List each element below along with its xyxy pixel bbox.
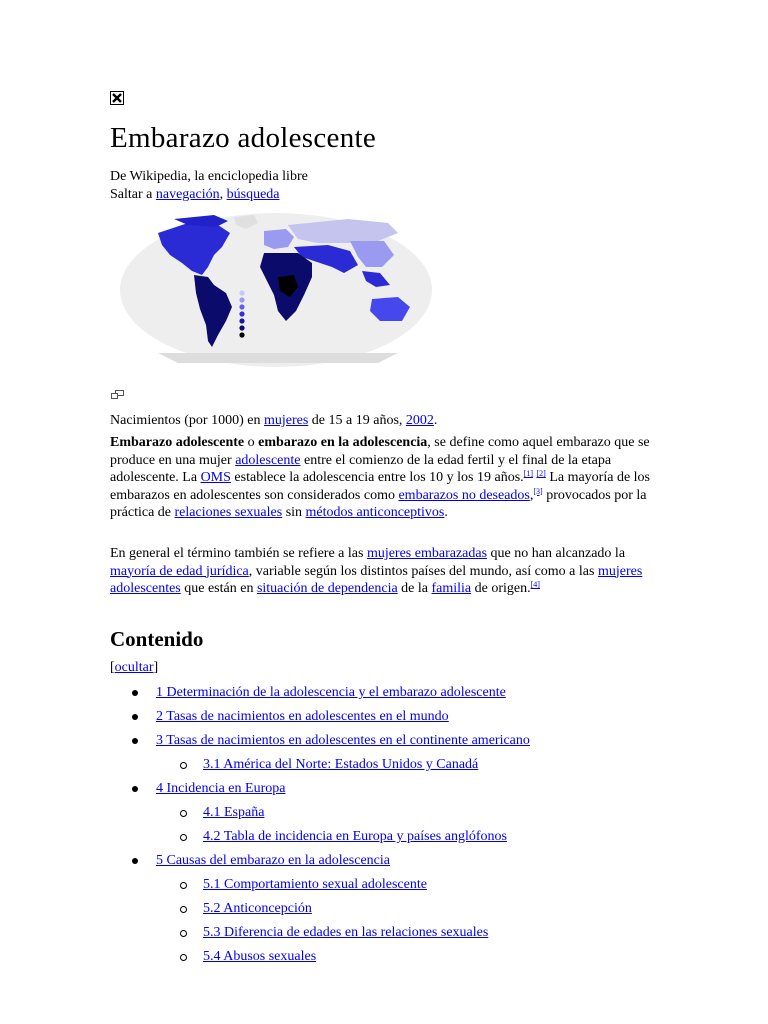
para-text: que están en [180, 581, 257, 596]
toc-item [110, 780, 710, 804]
link-mayoria-de-edad[interactable]: mayoría de edad jurídica [110, 563, 249, 579]
para-text: , variable según los distintos países del mundo, así como a las [248, 563, 598, 579]
toc-link[interactable]: 5 Causas del embarazo en la adolescencia [156, 853, 391, 868]
bullet-icon [132, 690, 138, 696]
caption-text: de 15 a 19 años, [308, 413, 406, 428]
toc-link[interactable]: 4 Incidencia en Europa [156, 781, 286, 796]
toc-item [110, 756, 710, 780]
circle-bullet-icon [180, 906, 187, 913]
toc-link[interactable]: 3.1 América del Norte: Estados Unidos y Canadá [203, 757, 479, 772]
ref-link[interactable]: [2] [536, 469, 546, 478]
jump-sep: , [219, 187, 227, 202]
toc-link[interactable]: 1 Determinación de la adolescencia y el embarazo adolescente [156, 685, 506, 700]
circle-bullet-icon [180, 834, 187, 841]
toc-link[interactable]: 5.4 Abusos sexuales [203, 949, 317, 964]
ref-link[interactable]: [3] [533, 486, 543, 496]
link-mujeres-embarazadas[interactable]: mujeres embarazadas [366, 546, 488, 561]
para-text: , se define como aquel embarazo que se produce en una mujer [110, 435, 650, 468]
toc-link[interactable]: 4.1 España [203, 805, 265, 820]
para-text: La mayoría de los embarazos en adolescentes son considerados como [110, 470, 650, 503]
toc-link[interactable]: 3 Tasas de nacimientos en adolescentes en el continente americano [156, 733, 530, 748]
link-mujeres[interactable]: mujeres [263, 413, 309, 428]
site-sub: De Wikipedia, la enciclopedia libre [110, 169, 308, 184]
toc-link[interactable]: 2 Tasas de nacimientos en adolescentes en el mundo [156, 709, 449, 724]
toc-item [110, 924, 710, 948]
toc-heading: Contenido [110, 627, 204, 651]
page-title: Embarazo adolescente [110, 122, 377, 154]
magnify-icon[interactable] [111, 388, 124, 404]
toc-item [110, 900, 710, 924]
link-familia[interactable]: familia [431, 581, 472, 596]
para-text: entre el comienzo de la edad fertil y el final de la etapa adolescente. La [110, 452, 612, 485]
link-metodos-anticonceptivos[interactable]: métodos anticonceptivos [305, 505, 445, 520]
circle-bullet-icon [180, 930, 187, 937]
intro-paragraph [110, 434, 665, 522]
link-adolescentes[interactable]: adolescentes [110, 581, 181, 596]
broken-image-icon [110, 91, 124, 105]
bullet-icon [132, 786, 138, 792]
image-caption [110, 412, 437, 430]
jump-search-link[interactable]: búsqueda [226, 187, 280, 202]
para-text: . [444, 505, 448, 520]
circle-bullet-icon [180, 954, 187, 961]
table-of-contents [110, 684, 710, 972]
ref-link[interactable]: [4] [530, 580, 540, 589]
toc-item [110, 708, 710, 732]
toc-item [110, 948, 710, 972]
circle-bullet-icon [180, 810, 187, 817]
para-text: sin [282, 505, 306, 520]
para-text: o [244, 435, 259, 450]
link-oms[interactable]: OMS [200, 470, 231, 485]
toc-link[interactable]: 5.3 Diferencia de edades en las relaciones sexuales [203, 925, 489, 940]
circle-bullet-icon [180, 882, 187, 889]
toc-item [110, 828, 710, 852]
jump-prefix: Saltar a [110, 187, 156, 202]
toc-item [110, 852, 710, 876]
link-adolescente[interactable]: adolescente [235, 452, 301, 468]
toc-hide-link[interactable]: ocultar [114, 660, 154, 675]
bullet-icon [132, 858, 138, 864]
bracket: ] [153, 660, 159, 675]
link-mujeres[interactable]: mujeres [597, 563, 643, 579]
ref-link[interactable]: [1] [523, 469, 533, 478]
toc-link[interactable]: 5.2 Anticoncepción [203, 901, 312, 916]
para-text: que no han alcanzado la [487, 546, 626, 561]
toc-item [110, 876, 710, 900]
para-text: provocados por la práctica de [110, 487, 647, 520]
link-relaciones-sexuales[interactable]: relaciones sexuales [174, 505, 283, 520]
toc-link[interactable]: 5.1 Comportamiento sexual adolescente [203, 877, 427, 892]
toc-toggle [110, 660, 158, 676]
para-text: de la [397, 581, 432, 596]
caption-text: Nacimientos (por 1000) en [110, 413, 264, 428]
world-map-image[interactable] [118, 211, 434, 369]
toc-link[interactable]: 4.2 Tabla de incidencia en Europa y países anglófonos [203, 829, 507, 844]
second-paragraph [110, 545, 665, 598]
para-text: establece la adolescencia entre los 10 y los 19 años. [230, 470, 524, 485]
jump-links [110, 186, 308, 204]
toc-item [110, 684, 710, 708]
toc-item [110, 732, 710, 756]
link-embarazos-no-deseados[interactable]: embarazos no deseados [398, 487, 530, 503]
toc-item [110, 804, 710, 828]
jump-navigation-link[interactable]: navegación [155, 187, 220, 202]
bullet-icon [132, 714, 138, 720]
para-text: En general el término también se refiere a las [110, 546, 367, 561]
circle-bullet-icon [180, 762, 187, 769]
para-text: de origen. [471, 581, 531, 596]
link-2002[interactable]: 2002 [405, 413, 434, 428]
link-situacion-dependencia[interactable]: situación de dependencia [256, 581, 398, 596]
caption-text: . [433, 413, 438, 428]
bracket: [ [110, 660, 115, 675]
bold-term: Embarazo adolescente [110, 435, 245, 450]
para-text: , [529, 487, 534, 503]
bold-term: embarazo en la adolescencia [258, 435, 428, 450]
bullet-icon [132, 738, 138, 744]
page-subtitle [110, 168, 308, 204]
